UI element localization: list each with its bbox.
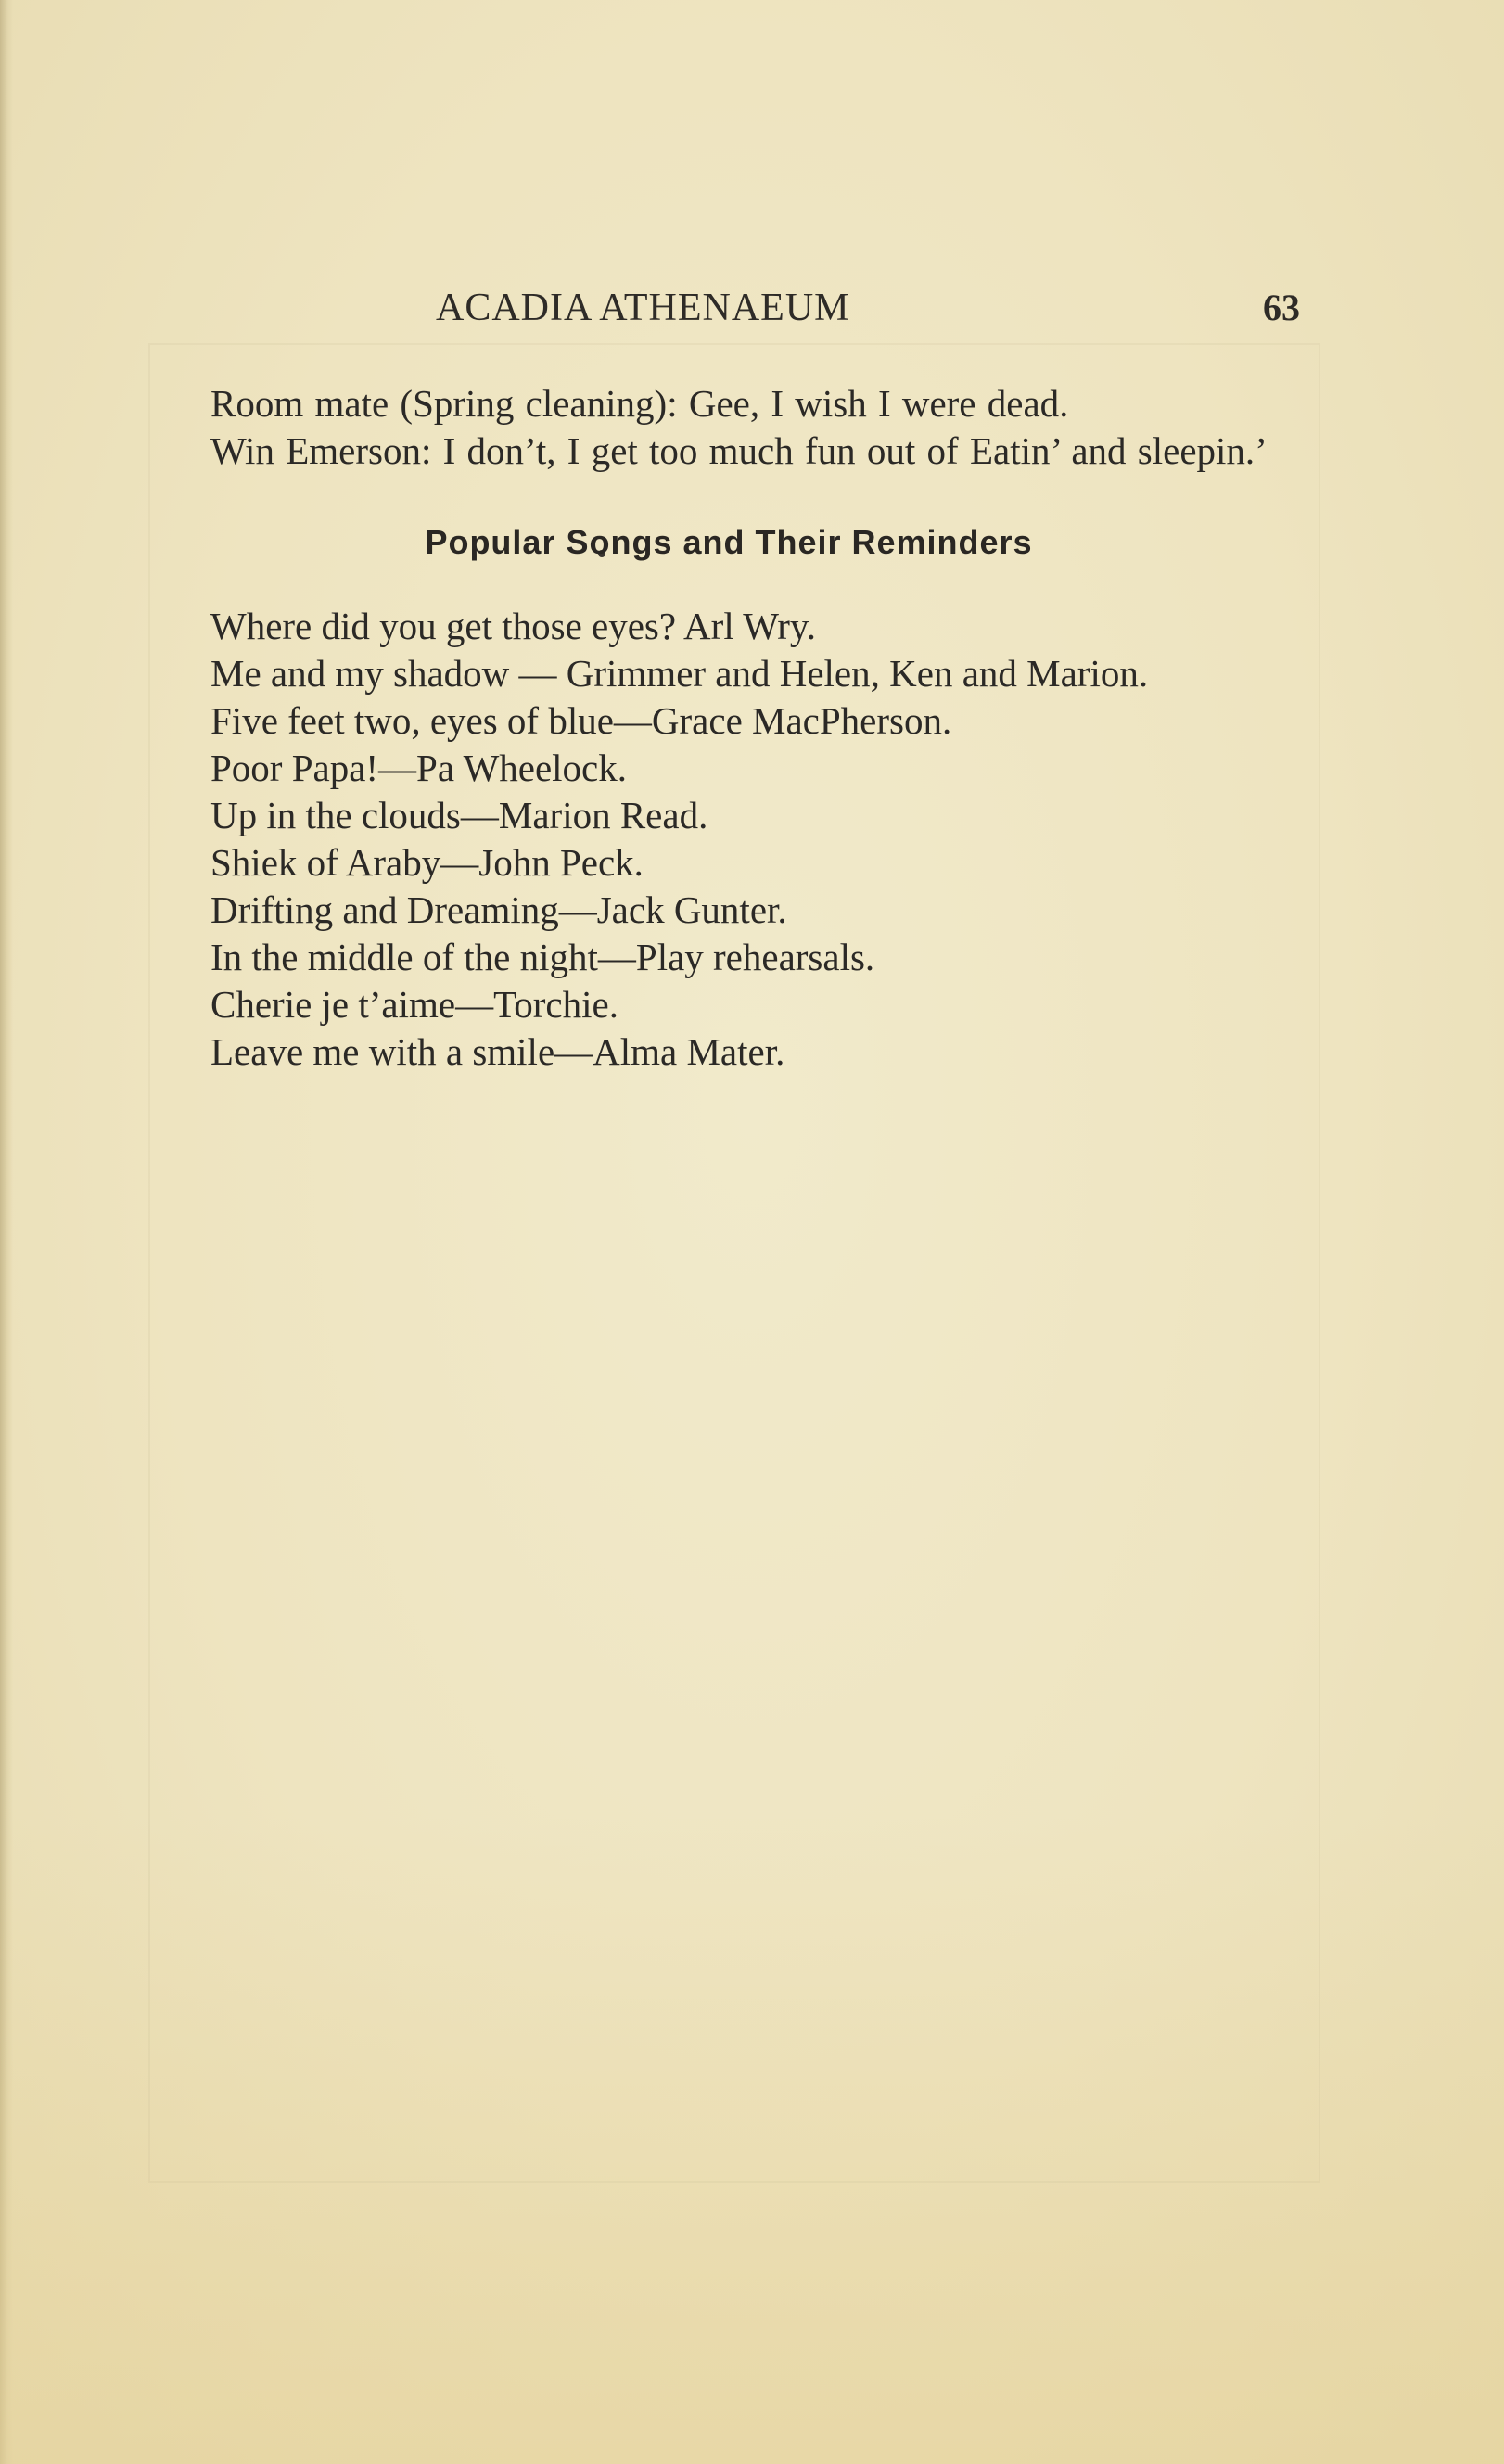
- page-number: 63: [1263, 287, 1300, 328]
- journal-title: ACADIA ATHENAEUM: [436, 287, 850, 329]
- list-item: In the middle of the night—Play rehearsals.: [210, 936, 875, 978]
- list-item: Five feet two, eyes of blue—Grace MacPherson.: [210, 699, 952, 742]
- section-heading: Popular Songs and Their Reminders: [425, 523, 1033, 561]
- intro-line: Room mate (Spring cleaning): Gee, I wish I were dead.: [210, 382, 1069, 425]
- list-item: Up in the clouds—Marion Read.: [210, 794, 708, 836]
- list-item: Poor Papa!—Pa Wheelock.: [210, 747, 627, 789]
- list-item: Leave me with a smile—Alma Mater.: [210, 1030, 785, 1073]
- list-item: Shiek of Araby—John Peck.: [210, 841, 644, 884]
- running-header: [0, 286, 1504, 341]
- list-item: Drifting and Dreaming—Jack Gunter.: [210, 888, 787, 931]
- page-body: [123, 380, 1306, 1076]
- intro-line: Win Emerson: I don’t, I get too much fun out of Eatin’ and sleepin.’: [210, 429, 1268, 472]
- list-item: Where did you get those eyes? Arl Wry.: [210, 605, 817, 647]
- list-item: Me and my shadow — Grimmer and Helen, Ken and Marion.: [210, 652, 1149, 695]
- list-item: Cherie je t’aime—Torchie.: [210, 983, 618, 1026]
- song-list: [123, 603, 1306, 1076]
